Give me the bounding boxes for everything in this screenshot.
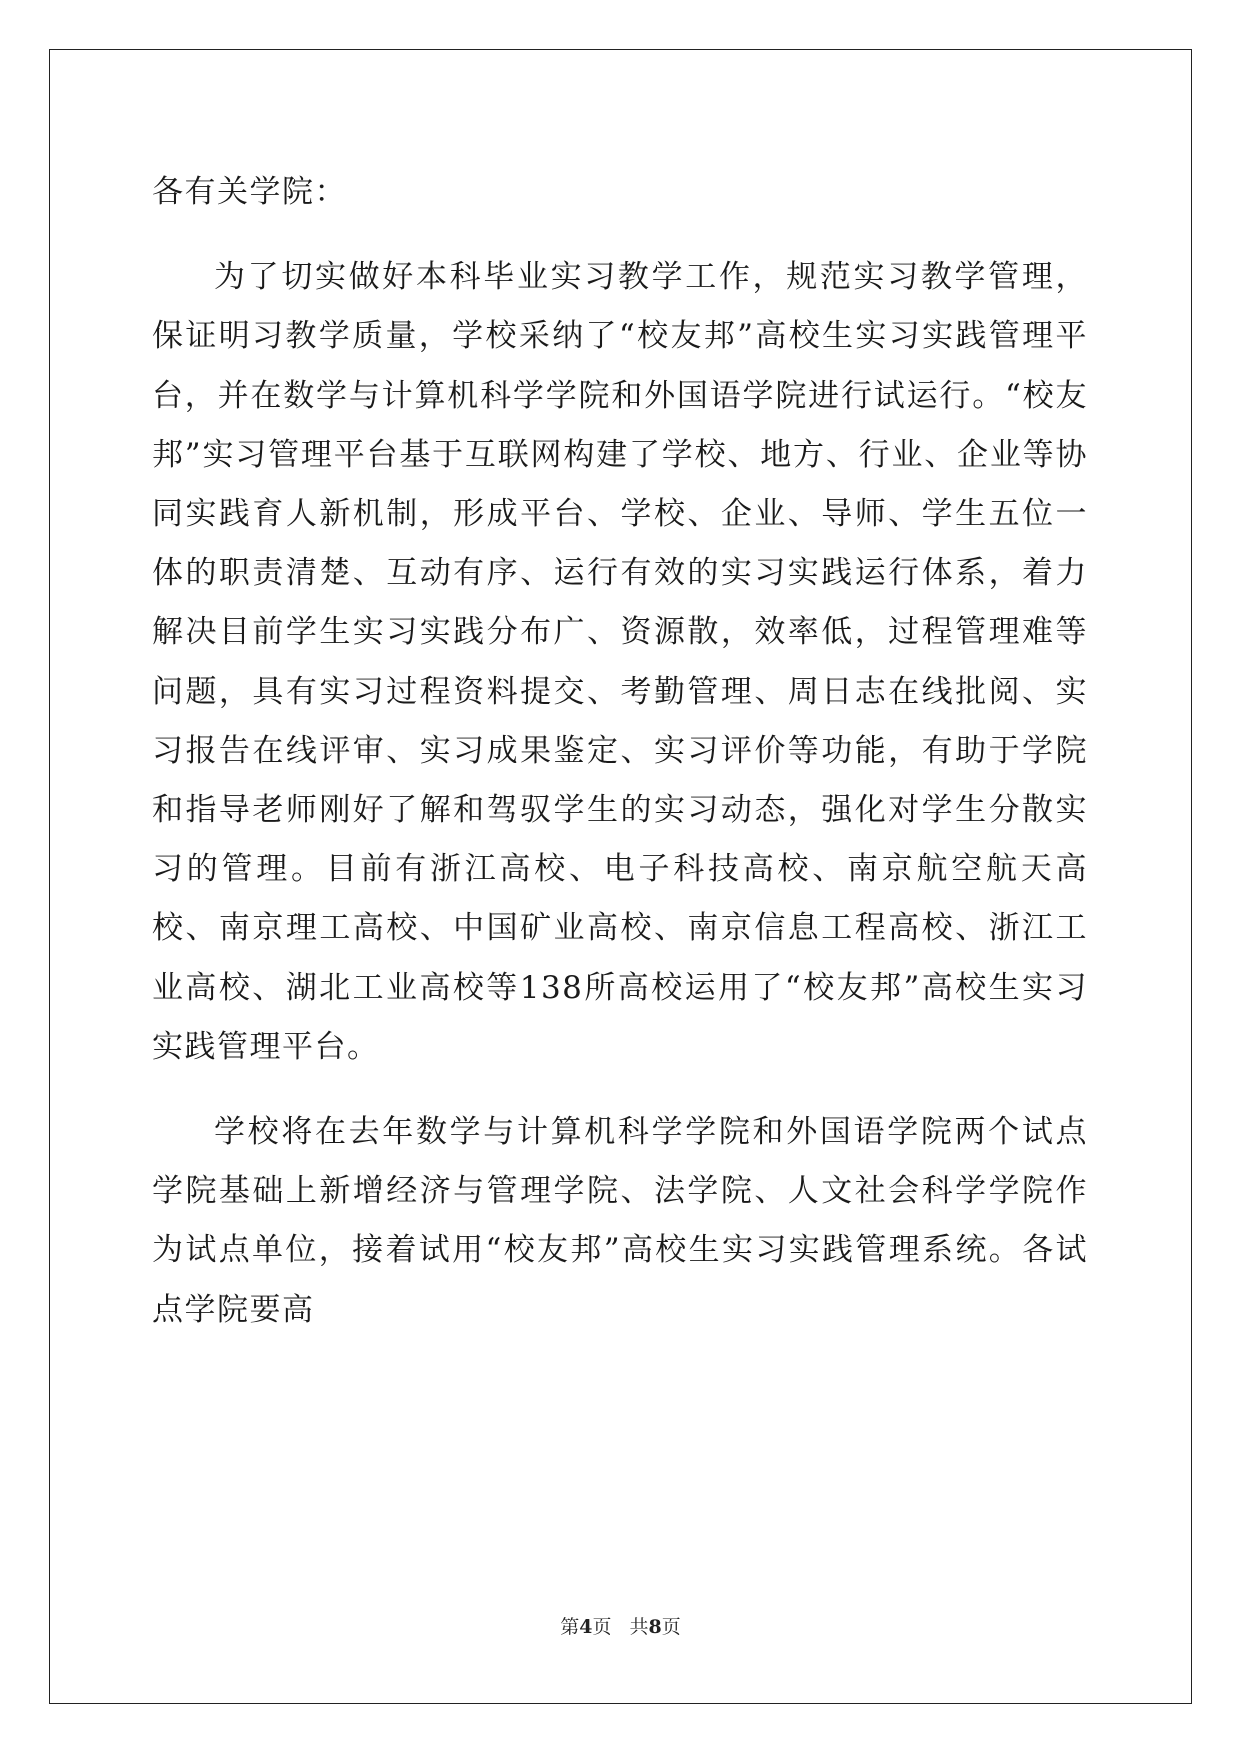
page-footer: [0, 1612, 1241, 1639]
total-suffix: 页: [661, 1616, 681, 1638]
total-prefix: 共: [629, 1616, 649, 1638]
salutation: 各有关学院：: [152, 174, 347, 210]
paragraph-1: 为了切实做好本科毕业实习教学工作，规范实习教学管理，保证明习教学质量，学校采纳了“校友邦”高校生实习实践管理平台，并在数学与计算机科学学院和外国语学院进行试运行。“校友邦”实习管理平台基于互联网构建了学校、地方、行业、企业等协同实践育人新机制，形成平台、学校、企业、导师、学生五位一体的职责清楚、互动有序、运行有效的实习实践运行体系，着力解决目前学生实习实践分布广、资源散，效率低，过程管理难等问题，具有实习过程资料提交、考勤管理、周日志在线批阅、实习报告在线评审、实习成果鉴定、实习评价等功能，有助于学院和指导老师刚好了解和驾驭学生的实习动态，强化对学生分散实习的管理。目前有浙江高校、电子科技高校、南京航空航天高校、南京理工高校、中国矿业高校、南京信息工程高校、浙江工业高校、湖北工业高校等138所高校运用了“校友邦”高校生实习实践管理平台。: [152, 259, 1088, 1065]
total-pages: 8: [648, 1616, 662, 1638]
paragraph-2: 学校将在去年数学与计算机科学学院和外国语学院两个试点学院基础上新增经济与管理学院、法学院、人文社会科学学院作为试点单位，接着试用“校友邦”高校生实习实践管理系统。各试点学院要高: [152, 1114, 1088, 1328]
page-number: 4: [579, 1616, 593, 1638]
document-body: [152, 163, 1088, 1366]
page-prefix: 第: [560, 1616, 580, 1638]
page-suffix: 页: [592, 1616, 612, 1638]
